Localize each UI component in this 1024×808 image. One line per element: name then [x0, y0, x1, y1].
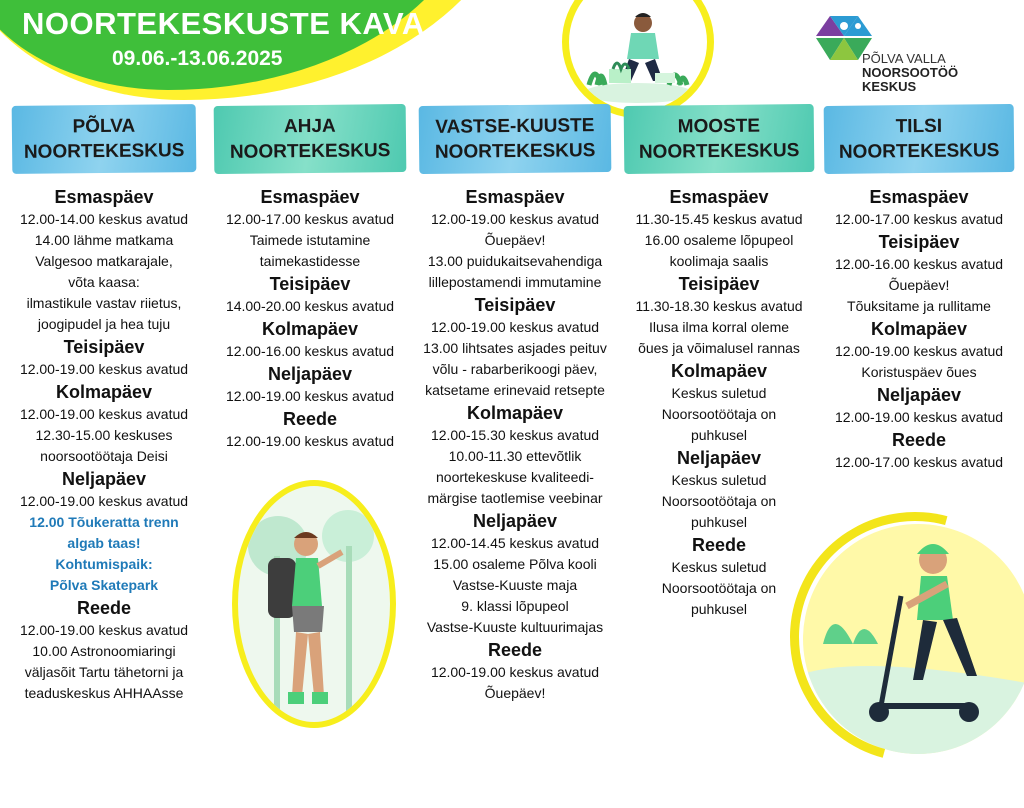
schedule-line: puhkusel	[690, 601, 748, 617]
schedule-line: 12.00-19.00 keskus avatud	[430, 211, 600, 227]
schedule-line: 12.00-19.00 keskus avatud	[225, 433, 395, 449]
schedule-line: lillepostamendi immutamine	[428, 274, 602, 290]
schedule-line: Vastse-Kuuste maja	[452, 577, 578, 593]
schedule-tilsi	[820, 185, 1018, 473]
column-title-line1: AHJA	[283, 115, 336, 138]
column-title-line1: VASTSE-KUUSTE	[435, 115, 595, 138]
column-header-polva	[12, 104, 197, 174]
schedule-line: 12.00-19.00 keskus avatud	[19, 406, 189, 422]
page-title: NOORTEKESKUSTE KAVA	[22, 6, 425, 41]
day-heading: Neljapäev	[267, 364, 353, 384]
schedule-line: 12.00-19.00 keskus avatud	[430, 319, 600, 335]
schedule-line: Õuepäev!	[888, 277, 950, 293]
column-title-line2: NOORTEKESKUS	[434, 140, 596, 163]
day-heading: Teisipäev	[878, 232, 960, 252]
schedule-line: 11.30-18.30 keskus avatud	[635, 298, 803, 314]
day-heading: Kolmapäev	[870, 319, 968, 339]
day-heading: Teisipäev	[269, 274, 351, 294]
schedule-line: 14.00 lähme matkama	[34, 232, 174, 248]
schedule-line: 15.00 osaleme Põlva kooli	[433, 556, 597, 572]
schedule-line: teaduskeskus AHHAAsse	[24, 685, 184, 701]
day-heading: Reede	[282, 409, 338, 429]
schedule-line: 12.00-19.00 keskus avatud	[19, 493, 189, 509]
day-heading: Kolmapäev	[55, 382, 153, 402]
schedule-line: joogipudel ja hea tuju	[37, 316, 171, 332]
schedule-line: Tõuksitame ja rullitame	[847, 298, 991, 314]
schedule-line: 12.30-15.00 keskuses	[35, 427, 173, 443]
day-heading: Neljapäev	[876, 385, 962, 405]
column-header-tilsi	[824, 104, 1015, 174]
hiker-illustration	[232, 480, 396, 728]
day-heading: Reede	[891, 430, 947, 450]
schedule-line: 12.00-19.00 keskus avatud	[19, 361, 189, 377]
schedule-ahja	[210, 185, 410, 452]
schedule-line: 11.30-15.45 keskus avatud	[635, 211, 803, 227]
schedule-line: noortekeskuse kvaliteedi-	[436, 469, 594, 485]
logo-line-3: KESKUS	[862, 79, 917, 94]
column-title-line1: TILSI	[895, 115, 943, 138]
schedule-line: Õuepäev!	[484, 685, 546, 701]
schedule-vastse-kuuste	[415, 185, 615, 704]
gardener-figure-icon	[569, 0, 707, 111]
day-heading: Esmaspäev	[669, 187, 769, 207]
logo-text	[862, 52, 958, 94]
schedule-line: 12.00-17.00 keskus avatud	[834, 454, 1004, 470]
hiker-figure-icon	[238, 486, 390, 722]
column-title-line1: MOOSTE	[677, 115, 761, 138]
schedule-line: 16.00 osaleme lõpupeol	[644, 232, 794, 248]
schedule-line: 12.00-15.30 keskus avatud	[430, 427, 600, 443]
schedule-line: ilmastikule vastav riietus,	[26, 295, 182, 311]
day-heading: Esmaspäev	[869, 187, 969, 207]
day-heading: Kolmapäev	[466, 403, 564, 423]
schedule-line: Keskus suletud	[671, 559, 767, 575]
column-title-line2: NOORTEKESKUS	[838, 140, 1000, 163]
schedule-line: Valgesoo matkarajale,	[35, 253, 173, 269]
schedule-line: õues ja võimalusel rannas	[638, 340, 800, 356]
schedule-line: koolimaja saalis	[669, 253, 769, 269]
day-heading: Reede	[691, 535, 747, 555]
schedule-line: 12.00-19.00 keskus avatud	[834, 343, 1004, 359]
schedule-line: 13.00 lihtsates asjades peituv	[423, 340, 607, 356]
day-heading: Reede	[487, 640, 543, 660]
schedule-line: 9. klassi lõpupeol	[461, 598, 569, 614]
column-header-vastse-kuuste	[419, 104, 612, 174]
schedule-line: Noorsootöötaja on	[661, 493, 777, 509]
day-heading: Reede	[76, 598, 132, 618]
column-title-line2: NOORTEKESKUS	[638, 140, 800, 163]
schedule-line: 12.00-14.45 keskus avatud	[430, 535, 600, 551]
schedule-line: 12.00-19.00 keskus avatud	[834, 409, 1004, 425]
column-ahja	[210, 105, 410, 452]
schedule-line: 12.00-14.00 keskus avatud	[19, 211, 189, 227]
schedule-line: 10.00 Astronoomiaringi	[32, 643, 176, 659]
column-header-mooste	[624, 104, 815, 174]
schedule-line: Vastse-Kuuste kultuurimajas	[426, 619, 604, 635]
day-heading: Kolmapäev	[261, 319, 359, 339]
schedule-line: Noorsootöötaja on	[661, 406, 777, 422]
column-mooste	[620, 105, 818, 620]
column-title-line1: PÕLVA	[72, 115, 136, 138]
schedule-line: 13.00 puidukaitsevahendiga	[427, 253, 603, 269]
day-heading: Teisipäev	[63, 337, 145, 357]
day-heading: Neljapäev	[61, 469, 147, 489]
schedule-line: noorsootöötaja Deisi	[40, 448, 168, 464]
schedule-line: 12.00-19.00 keskus avatud	[225, 388, 395, 404]
logo-line-1: PÕLVA VALLA	[862, 51, 946, 66]
schedule-line: 12.00-17.00 keskus avatud	[225, 211, 395, 227]
column-polva	[8, 105, 200, 704]
schedule-line: taimekastidesse	[259, 253, 361, 269]
day-heading: Neljapäev	[676, 448, 762, 468]
schedule-polva	[8, 185, 200, 704]
day-heading: Neljapäev	[472, 511, 558, 531]
schedule-mooste	[620, 185, 818, 620]
schedule-line: 14.00-20.00 keskus avatud	[225, 298, 395, 314]
highlight-text: Põlva Skatepark	[49, 577, 159, 593]
schedule-line: katsetame erinevaid retsepte	[425, 382, 605, 398]
column-tilsi	[820, 105, 1018, 473]
schedule-line: 12.00-16.00 keskus avatud	[834, 256, 1004, 272]
schedule-line: 12.00-19.00 keskus avatud	[430, 664, 600, 680]
gardener-illustration	[562, 0, 714, 118]
column-title-line2: NOORTEKESKUS	[229, 140, 391, 163]
schedule-line: märgise taotlemise veebinar	[427, 490, 603, 506]
highlight-text: algab taas!	[67, 535, 141, 551]
date-range: 09.06.-13.06.2025	[112, 47, 283, 70]
schedule-line: 12.00-17.00 keskus avatud	[834, 211, 1004, 227]
column-header-ahja	[214, 104, 407, 174]
logo-line-2: NOORSOOTÖÖ	[862, 65, 959, 80]
schedule-line: 12.00-19.00 keskus avatud	[19, 622, 189, 638]
schedule-line: Noorsootöötaja on	[661, 580, 777, 596]
schedule-line: 10.00-11.30 ettevõtlik	[448, 448, 582, 464]
schedule-line: võlu - rabarberikoogi päev,	[432, 361, 598, 377]
schedule-line: Keskus suletud	[671, 385, 767, 401]
schedule-line: puhkusel	[690, 514, 748, 530]
schedule-line: Taimede istutamine	[249, 232, 371, 248]
highlight-text: 12.00 Tõukeratta trenn	[29, 514, 179, 530]
schedule-line: Ilusa ilma korral oleme	[648, 319, 790, 335]
schedule-line: võta kaasa:	[68, 274, 140, 290]
schedule-line: puhkusel	[690, 427, 748, 443]
schedule-line: Keskus suletud	[671, 472, 767, 488]
day-heading: Esmaspäev	[465, 187, 565, 207]
column-title-line2: NOORTEKESKUS	[23, 140, 185, 163]
day-heading: Esmaspäev	[54, 187, 154, 207]
schedule-line: Koristuspäev õues	[861, 364, 977, 380]
schedule-line: Õuepäev!	[484, 232, 546, 248]
day-heading: Teisipäev	[678, 274, 760, 294]
day-heading: Esmaspäev	[260, 187, 360, 207]
highlight-text: Kohtumispaik:	[55, 556, 153, 572]
schedule-line: väljasõit Tartu tähetorni ja	[24, 664, 184, 680]
column-vastse-kuuste	[415, 105, 615, 704]
day-heading: Kolmapäev	[670, 361, 768, 381]
schedule-line: 12.00-16.00 keskus avatud	[225, 343, 395, 359]
day-heading: Teisipäev	[474, 295, 556, 315]
